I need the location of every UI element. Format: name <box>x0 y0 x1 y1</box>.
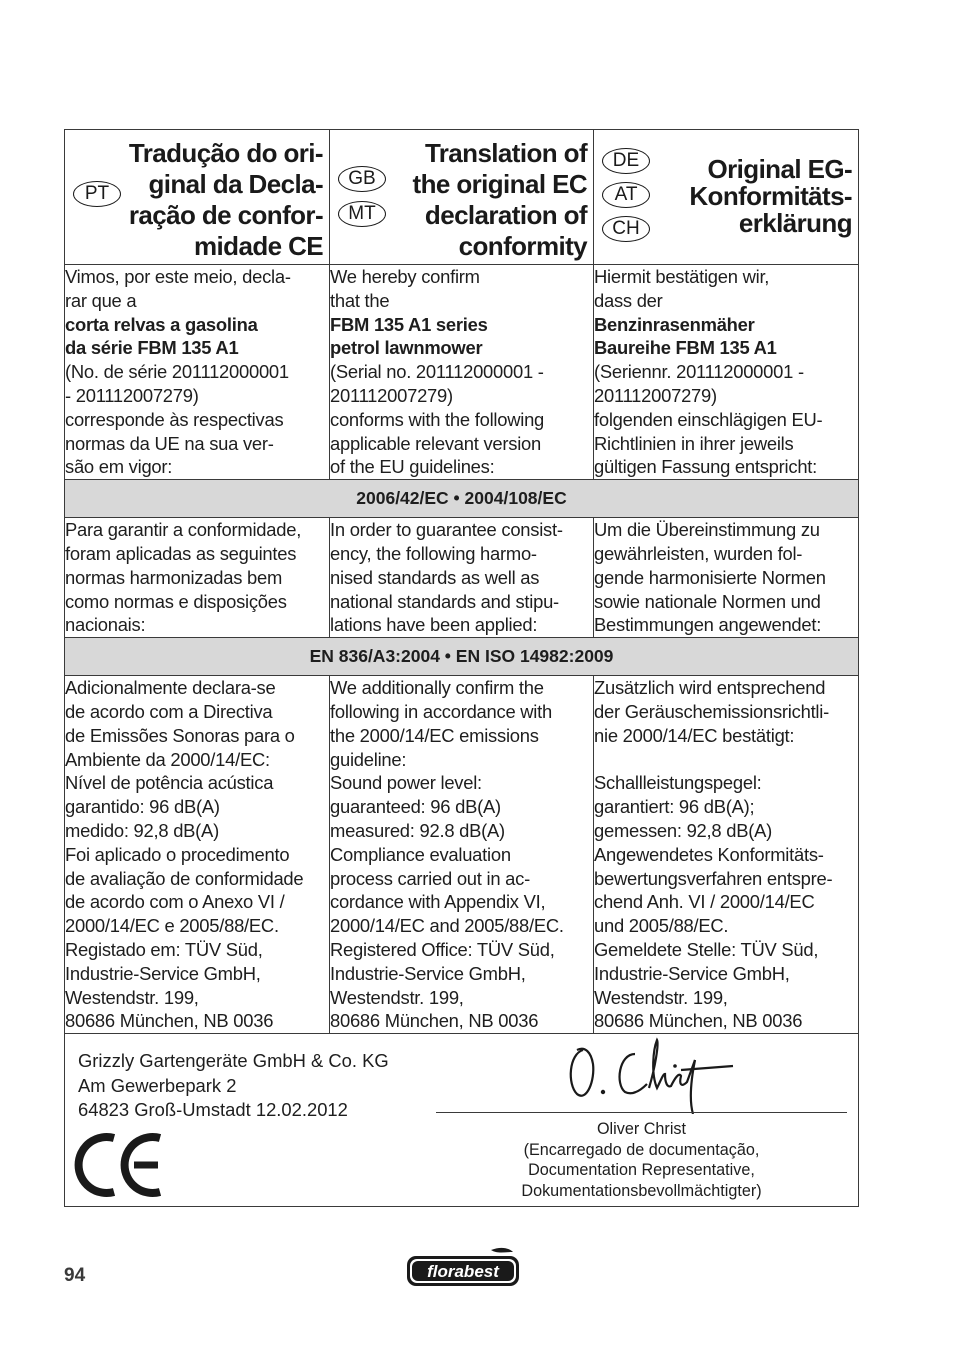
noise-gb-line: following in accordance with <box>330 700 552 722</box>
intro-pt-line: Vimos, por este meio, decla- <box>65 266 291 287</box>
noise-pt <box>65 676 330 1034</box>
harmonised-pt <box>65 518 330 638</box>
noise-gb-line: Registered Office: TÜV Süd, <box>330 938 555 960</box>
intro-pt-line: - 201112007279) <box>65 384 199 406</box>
country-badge-ch: CH <box>602 216 650 242</box>
signature-line <box>436 1112 847 1113</box>
noise-de-line: bewertungsverfahren entspre- <box>594 867 833 889</box>
noise-de-line: Gemeldete Stelle: TÜV Süd, <box>594 938 819 960</box>
harmonised-de <box>594 518 859 638</box>
intro-gb-line: (Serial no. 201112000001 - <box>330 361 544 383</box>
harmonised-de-line: gewährleisten, wurden fol- <box>594 542 803 564</box>
harmonised-pt-line: foram aplicadas as seguintes <box>65 542 297 564</box>
noise-pt-line: 2000/14/EC e 2005/88/EC. <box>65 915 279 937</box>
country-badge-mt: MT <box>338 201 386 227</box>
company-address <box>78 1049 389 1123</box>
harmonised-pt-line: nacionais: <box>65 614 146 636</box>
noise-de-line: Angewendetes Konformitäts- <box>594 843 824 865</box>
intro-pt-line: (No. de série 201112000001 <box>65 361 289 383</box>
harmonised-gb-line: ency, the following harmo- <box>330 542 537 564</box>
intro-pt-line: corta relvas a gasolina <box>65 313 258 335</box>
intro-gb-line: conforms with the following <box>330 408 545 430</box>
harmonised-de-line: Bestimmungen angewendet: <box>594 614 822 636</box>
header-row <box>65 130 859 265</box>
noise-de-line: chend Anh. VI / 2000/14/EC <box>594 891 815 913</box>
noise-pt-line: Nível de potência acústica <box>65 772 274 794</box>
noise-gb-line: guaranteed: 96 dB(A) <box>330 796 501 818</box>
noise-de-line: nie 2000/14/EC bestätigt: <box>594 724 795 746</box>
noise-gb-line: Compliance evaluation <box>330 843 511 865</box>
noise-gb-line: 80686 München, NB 0036 <box>330 1010 539 1032</box>
signatory-role-de: Dokumentationsbevollmächtigter) <box>521 1181 762 1200</box>
intro-pt-line: rar que a <box>65 289 137 311</box>
intro-gb-line: applicable relevant version <box>330 432 542 454</box>
noise-de-line <box>594 748 858 772</box>
harmonised-de-line: Um die Übereinstimmung zu <box>594 519 820 541</box>
intro-de-line: Benzinrasenmäher <box>594 313 755 335</box>
header-title-de: Original EG- Konformitäts- erklärung <box>689 154 852 238</box>
noise-gb-line: measured: 92.8 dB(A) <box>330 819 505 841</box>
header-pt <box>65 130 330 265</box>
signatory-role-pt: (Encarregado de documentação, <box>523 1140 760 1159</box>
header-title-pt: Tradução do ori- ginal da Decla- ração de confor- midade CE <box>128 138 323 261</box>
noise-pt-line: 80686 München, NB 0036 <box>65 1010 274 1032</box>
noise-gb-line: Industrie-Service GmbH, <box>330 962 526 984</box>
standards-band: EN 836/A3:2004 • EN ISO 14982:2009 <box>65 638 859 676</box>
intro-pt-line: são em vigor: <box>65 456 173 478</box>
noise-de-line: 80686 München, NB 0036 <box>594 1010 803 1032</box>
intro-de-line: 201112007279) <box>594 384 717 406</box>
noise-pt-line: de acordo com o Anexo VI / <box>65 891 285 913</box>
noise-de-line: gemessen: 92,8 dB(A) <box>594 819 772 841</box>
header-de <box>594 130 859 265</box>
intro-gb <box>330 265 594 480</box>
noise-pt-line: de Emissões Sonoras para o <box>65 724 295 746</box>
noise-pt-line: Foi aplicado o procedimento <box>65 843 290 865</box>
harmonised-gb-line: national standards and stipu- <box>330 590 559 612</box>
harmonised-gb-line: lations have been applied: <box>330 614 538 636</box>
country-badge-gb: GB <box>338 166 386 192</box>
intro-pt-line: corresponde às respectivas <box>65 408 284 430</box>
intro-row <box>65 265 859 480</box>
harmonised-de-line: gende harmonisierte Normen <box>594 566 826 588</box>
harmonised-pt-line: Para garantir a conformidade, <box>65 519 302 541</box>
harmonised-gb-line: nised standards as well as <box>330 566 540 588</box>
brand-name: florabest <box>427 1262 499 1281</box>
handwritten-signature <box>563 1030 743 1114</box>
harmonised-gb-line: In order to guarantee consist- <box>330 519 563 541</box>
harmonised-pt-line: como normas e disposições <box>65 590 287 612</box>
noise-gb-line: guideline: <box>330 748 407 770</box>
declaration-table <box>64 129 859 1207</box>
noise-pt-line: de avaliação de conformidade <box>65 867 304 889</box>
noise-de-line: Industrie-Service GmbH, <box>594 962 790 984</box>
noise-de-line: Schallleistungspegel: <box>594 772 762 794</box>
company-name: Grizzly Gartengeräte GmbH & Co. KG <box>78 1050 389 1072</box>
intro-gb-line: of the EU guidelines: <box>330 456 495 478</box>
signature-block <box>65 1034 859 1207</box>
noise-gb-line: Sound power level: <box>330 772 482 794</box>
intro-de-line: Baureihe FBM 135 A1 <box>594 337 777 359</box>
intro-de-line: Hiermit bestätigen wir, <box>594 266 770 287</box>
noise-pt-line: Westendstr. 199, <box>65 986 199 1008</box>
ce-mark-icon <box>74 1132 166 1198</box>
noise-de-line: garantiert: 96 dB(A); <box>594 796 755 818</box>
country-badge-pt: PT <box>73 181 121 207</box>
noise-de-line: Zusätzlich wird entsprechend <box>594 677 826 699</box>
noise-pt-line: Adicionalmente declara-se <box>65 677 276 699</box>
noise-de-line: der Geräuschemissionsrichtli- <box>594 700 829 722</box>
intro-de-line: gültigen Fassung entspricht: <box>594 456 818 478</box>
intro-de-line: folgenden einschlägigen EU- <box>594 408 823 430</box>
signatory-details <box>436 1119 847 1201</box>
intro-pt <box>65 265 330 480</box>
signatory-name: Oliver Christ <box>596 1120 687 1139</box>
company-street: Am Gewerbepark 2 <box>78 1074 237 1096</box>
noise-gb-line: process carried out in ac- <box>330 867 530 889</box>
intro-gb-line: 201112007279) <box>330 384 453 406</box>
country-badge-de: DE <box>602 148 650 174</box>
noise-gb-line: cordance with Appendix VI, <box>330 891 546 913</box>
harmonised-row <box>65 518 859 638</box>
header-gb <box>330 130 594 265</box>
intro-de <box>594 265 859 480</box>
intro-de-line: Richtlinien in ihrer jeweils <box>594 432 794 454</box>
header-title-gb: Translation of the original EC declaration of conformity <box>412 138 587 261</box>
noise-de <box>594 676 859 1034</box>
noise-pt-line: Registado em: TÜV Süd, <box>65 938 263 960</box>
intro-gb-line: FBM 135 A1 series <box>330 313 488 335</box>
harmonised-gb <box>330 518 594 638</box>
noise-de-line: Westendstr. 199, <box>594 986 728 1008</box>
directives-band: 2006/42/EC • 2004/108/EC <box>65 480 859 518</box>
noise-pt-line: garantido: 96 dB(A) <box>65 796 220 818</box>
country-badge-at: AT <box>602 182 650 208</box>
noise-row <box>65 676 859 1034</box>
harmonised-de-line: sowie nationale Normen und <box>594 590 821 612</box>
noise-gb <box>330 676 594 1034</box>
footer-row <box>65 1034 859 1207</box>
noise-de-line: und 2005/88/EC. <box>594 915 729 937</box>
standards-row <box>65 638 859 676</box>
noise-pt-line: medido: 92,8 dB(A) <box>65 819 219 841</box>
intro-gb-line: that the <box>330 289 390 311</box>
intro-pt-line: da série FBM 135 A1 <box>65 337 239 359</box>
intro-de-line: (Seriennr. 201112000001 - <box>594 361 804 383</box>
noise-pt-line: Industrie-Service GmbH, <box>65 962 261 984</box>
intro-pt-line: normas da UE na sua ver- <box>65 432 274 454</box>
harmonised-pt-line: normas harmonizadas bem <box>65 566 283 588</box>
intro-gb-line: We hereby confirm <box>330 266 480 287</box>
signatory-role-gb: Documentation Representative, <box>528 1161 755 1180</box>
noise-pt-line: Ambiente da 2000/14/EC: <box>65 748 270 770</box>
intro-de-line: dass der <box>594 289 663 311</box>
page-number: 94 <box>64 1265 86 1286</box>
noise-gb-line: the 2000/14/EC emissions <box>330 724 539 746</box>
directives-row <box>65 480 859 518</box>
noise-gb-line: 2000/14/EC and 2005/88/EC. <box>330 915 564 937</box>
noise-gb-line: Westendstr. 199, <box>330 986 464 1008</box>
noise-gb-line: We additionally confirm the <box>330 677 544 699</box>
noise-pt-line: de acordo com a Directiva <box>65 700 273 722</box>
intro-gb-line: petrol lawnmower <box>330 337 483 359</box>
florabest-logo <box>405 1246 521 1290</box>
company-city-date: 64823 Groß-Umstadt 12.02.2012 <box>78 1099 348 1121</box>
